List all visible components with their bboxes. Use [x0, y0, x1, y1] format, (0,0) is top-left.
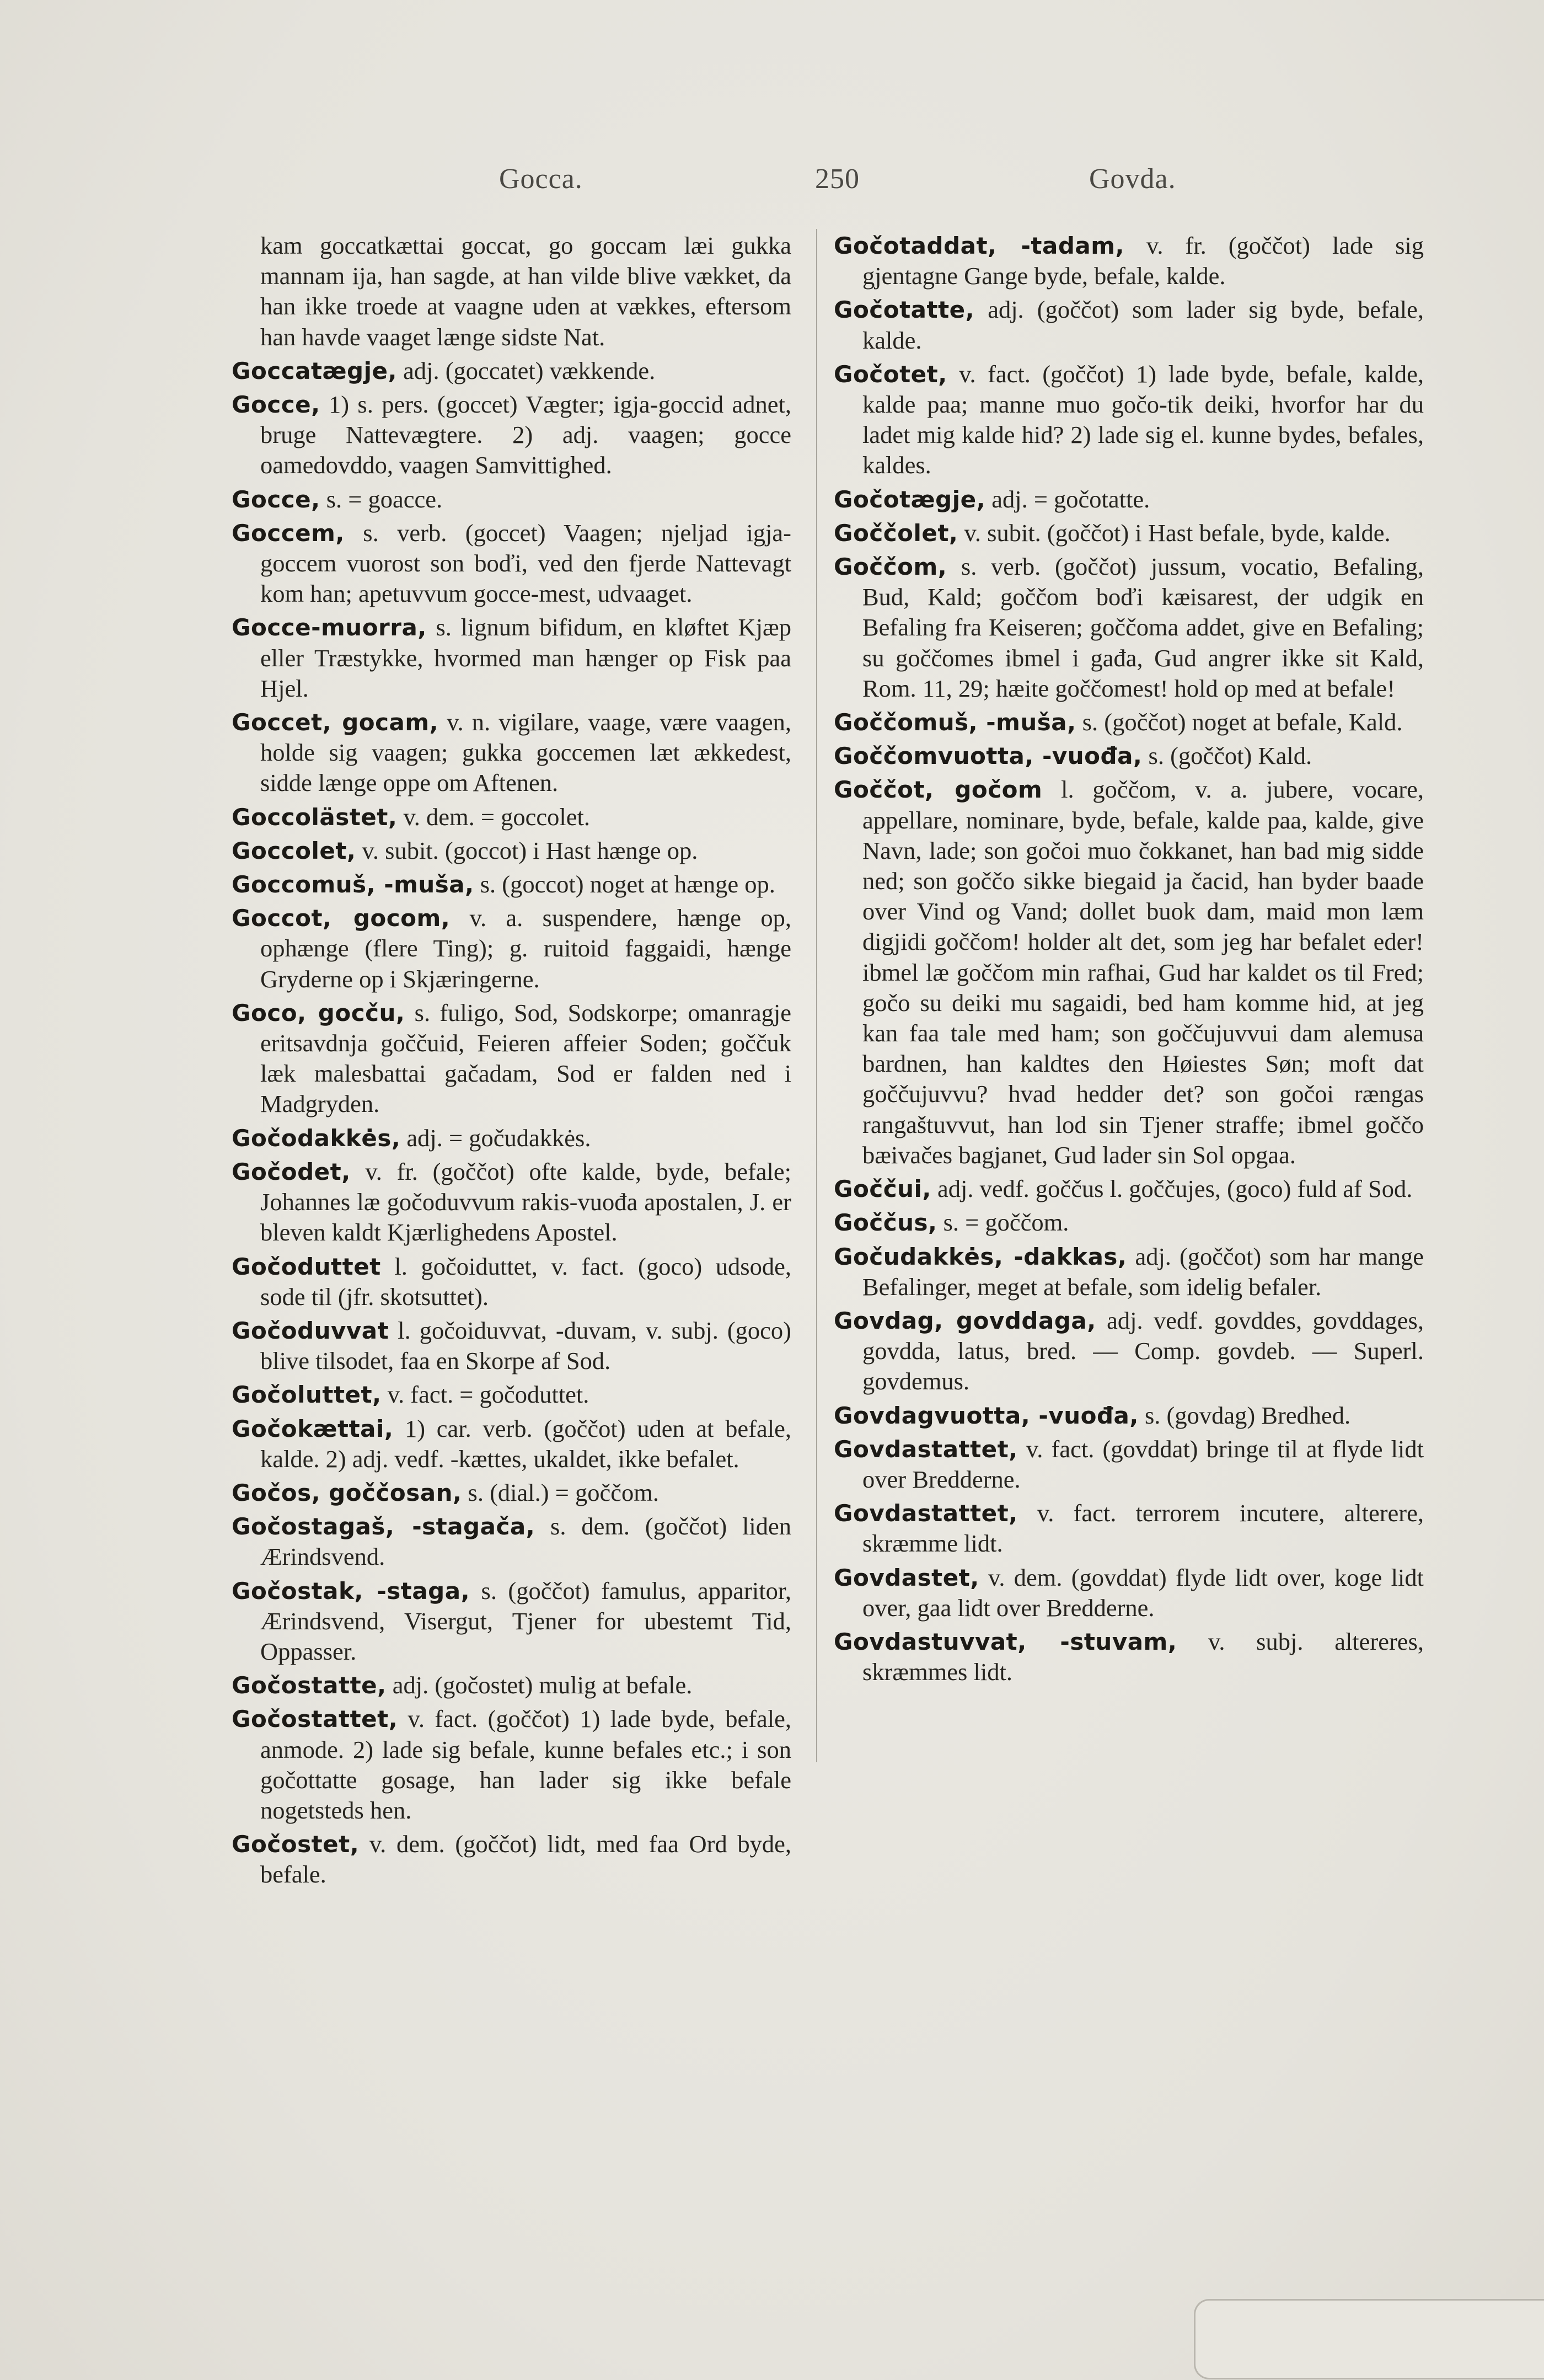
dictionary-entry — [834, 295, 1424, 355]
entry-definition: s. (goccot) noget at hænge op. — [474, 870, 775, 898]
entry-definition: 1) car. verb. (goččot) uden at befale, kalde. 2) adj. vedf. -kættes, ukaldet, ikke befalet. — [260, 1414, 791, 1473]
entry-definition: s. verb. (goccet) Vaagen; njeljad igja-goccem vuorost son boďi, ved den fjerde Nattevagt kom han; apetuvvum gocce-mest, udvaaget. — [260, 518, 791, 608]
entry-definition: v. n. vigilare, vaage, være vaagen, holde sig vaagen; gukka goccemen læt ækkedest, sidde længe oppe om Aftenen. — [260, 708, 792, 797]
entry-headword: Goccomuš, -muša, — [232, 871, 474, 898]
entry-definition: v. dem. (goččot) lidt, med faa Ord byde, befale. — [260, 1830, 791, 1889]
entry-definition: l. goččom, v. a. jubere, vocare, appellare, nominare, byde, befale, kalde paa, kalde, give Navn, lade; son gočoi muo čokkanet, han bad mig sidde ned; son goččo sikke biegaid ja čacid, han byder baade over Vind og Vand; dollet buok dam, maid mon læm digjidi goččom! holder alt det, som jeg har befalet eder! ibmel læ goččom min rafhai, Gud har kaldet os til Fred; gočo su deiki mu sagaidi, bed ham komme hid, at jeg kan faa tale med ham; son goččujuvvui dam alemusa bardnen, han kaldtes den Høiestes Søn; moft dat goččujuvvu? hvad hedder det? son gočoi rængas rangaštuvvut, han lod sin Tjener straffe; ibmel goččo bæivačes bagjanet, Gud lader sin Sol opgaa. — [862, 775, 1424, 1169]
entry-definition: v. fact. (goččot) 1) lade byde, befale, kalde, kalde paa; manne muo gočo-tik deiki, hvorfor har du ladet mig kalde hid? 2) lade sig el. kunne bydes, befales, kaldes. — [862, 360, 1424, 479]
entry-headword: Gocce, — [232, 391, 320, 419]
dictionary-entry — [232, 1123, 791, 1153]
entry-definition: v. subit. (goccot) i Hast hænge op. — [356, 836, 698, 864]
entry-headword: Gočotaddat, -tadam, — [834, 232, 1124, 259]
entry-definition: s. dem. (goččot) liden Ærindsvend. — [260, 1512, 791, 1571]
dictionary-entry — [232, 802, 791, 832]
entry-headword: Gočostattet, — [232, 1705, 398, 1733]
entry-headword: Goccatægje, — [232, 357, 397, 384]
dictionary-entry — [232, 1511, 791, 1572]
entry-headword: Gočodakkės, — [232, 1124, 401, 1152]
entry-headword: Goccot, gocom, — [232, 905, 451, 932]
entry-definition: adj. (goččot) som lader sig byde, befale, kalde. — [862, 296, 1424, 354]
dictionary-entry — [232, 836, 791, 866]
dictionary-entry — [232, 612, 791, 704]
dictionary-entry — [834, 231, 1424, 291]
dictionary-entry — [834, 1306, 1424, 1397]
column-divider — [816, 229, 817, 1762]
entry-definition: adj. (goccatet) vækkende. — [396, 356, 656, 384]
dictionary-entry — [232, 869, 791, 900]
entry-headword: Gočotatte, — [834, 296, 975, 324]
dictionary-entry — [232, 484, 791, 515]
entry-headword: Goccem, — [232, 519, 345, 547]
entry-definition: v. dem. = goccolet. — [397, 803, 590, 831]
entry-headword: Govdastet, — [834, 1564, 979, 1591]
dictionary-entry — [232, 1315, 791, 1376]
page-number: 250 — [815, 163, 860, 195]
dictionary-entry — [834, 1627, 1424, 1687]
dictionary-entry — [232, 389, 791, 481]
entry-definition: v. fr. (goččot) lade sig gjentagne Gange byde, befale, kalde. — [862, 232, 1424, 290]
entry-headword: Goččot, gočom — [834, 776, 1043, 804]
entry-headword: Gočoduvvat — [232, 1317, 389, 1344]
entry-headword: Govdastattet, — [834, 1435, 1018, 1463]
entry-headword: Goččui, — [834, 1175, 931, 1203]
entry-definition: v. dem. (govddat) flyde lidt over, koge lidt over, gaa lidt over Bredderne. — [862, 1563, 1424, 1622]
entry-headword: Goččomvuotta, -vuođa, — [834, 742, 1143, 770]
entry-headword: Gočostatte, — [232, 1672, 387, 1699]
entry-headword: Goččomuš, -muša, — [834, 709, 1076, 736]
entry-definition: v. subit. (goččot) i Hast befale, byde, kalde. — [958, 518, 1391, 547]
running-head-right: Govda. — [1089, 163, 1176, 195]
dictionary-entry — [834, 1174, 1424, 1204]
entry-headword: Gočudakkės, -dakkas, — [834, 1243, 1127, 1270]
dictionary-entry — [232, 1829, 791, 1890]
entry-headword: Gočostagaš, -stagača, — [232, 1513, 535, 1541]
entry-headword: Govdastuvvat, -stuvam, — [834, 1628, 1177, 1655]
entry-definition: l. gočoiduvvat, -duvam, v. subj. (goco) blive tilsodet, faa en Skorpe af Sod. — [260, 1316, 791, 1375]
dictionary-entry — [834, 1563, 1424, 1623]
dictionary-entry — [834, 484, 1424, 515]
entry-headword: Gočoluttet, — [232, 1381, 382, 1409]
dictionary-entry — [834, 1434, 1424, 1495]
entry-definition: v. fact. terrorem incutere, alterere, skræmme lidt. — [862, 1499, 1424, 1558]
dictionary-entry — [232, 1704, 791, 1826]
entry-definition: s. (govdag) Bredhed. — [1138, 1401, 1351, 1429]
dictionary-entry — [232, 231, 791, 352]
dictionary-entry — [834, 774, 1424, 1170]
dictionary-entry — [834, 552, 1424, 704]
dictionary-entry — [232, 356, 791, 386]
entry-definition: s. = goacce. — [320, 485, 443, 513]
dictionary-entry — [232, 1670, 791, 1700]
dictionary-entry — [834, 1242, 1424, 1302]
entry-definition: s. (goččot) noget at befale, Kald. — [1076, 708, 1403, 736]
entry-definition: kam goccatkættai goccat, go goccam læi gukka mannam ija, han sagde, at han vilde blive vækket, da han ikke troede at vaagne uden at vækkes, eftersom han havde vaaget længe sidste Nat. — [260, 232, 791, 351]
entry-headword: Gočotet, — [834, 360, 947, 388]
entry-headword: Govdagvuotta, -vuođa, — [834, 1402, 1139, 1429]
entry-definition: adj. (gočostet) mulig at befale. — [386, 1671, 693, 1699]
entry-definition: s. = goččom. — [937, 1208, 1069, 1237]
entry-definition: s. fuligo, Sod, Sodskorpe; omanragje eritsavdnja goččuid, Feieren affeier Soden; goččuk læk malesbattai gačadam, Sod er falden ned i Madgryden. — [260, 998, 791, 1118]
dictionary-entry — [232, 1251, 791, 1312]
dictionary-entry — [834, 1207, 1424, 1238]
entry-definition: s. lignum bifidum, en kløftet Kjæp eller Træstykke, hvormed man hænger op Fisk paa Hjel. — [260, 613, 791, 702]
dictionary-entry — [232, 1478, 791, 1508]
entry-definition: adj. vedf. govddes, govddages, govdda, latus, bred. — Comp. govdeb. — Superl. govdemus. — [862, 1306, 1424, 1395]
entry-headword: Goččolet, — [834, 519, 958, 547]
entry-definition: adj. = gočudakkės. — [400, 1124, 591, 1152]
entry-definition: 1) s. pers. (goccet) Vægter; igja-goccid adnet, bruge Nattevægtere. 2) adj. vaagen; gocce oamedovddo, vaagen Samvittighed. — [260, 391, 791, 479]
entry-definition: s. (dial.) = goččom. — [462, 1478, 659, 1506]
entry-definition: v. subj. altereres, skræmmes lidt. — [862, 1627, 1424, 1686]
dictionary-entry — [834, 518, 1424, 548]
entry-headword: Gočokættai, — [232, 1415, 394, 1442]
entry-headword: Goččus, — [834, 1209, 937, 1237]
page-corner-tab — [1194, 2299, 1544, 2379]
entry-headword: Gočostak, -staga, — [232, 1577, 470, 1605]
running-head-left: Gocca. — [499, 163, 583, 195]
entry-definition: adj. = gočotatte. — [985, 485, 1150, 513]
dictionary-entry — [232, 998, 791, 1120]
dictionary-entry — [232, 707, 791, 799]
right-column — [834, 231, 1424, 1691]
entry-definition: adj. vedf. goččus l. goččujes, (goco) fuld af Sod. — [931, 1175, 1413, 1203]
entry-definition: v. fact. = gočoduttet. — [381, 1381, 589, 1409]
dictionary-entry — [232, 518, 791, 609]
entry-headword: Govdastattet, — [834, 1500, 1018, 1527]
dictionary-entry — [232, 1157, 791, 1248]
entry-headword: Goco, gocču, — [232, 999, 405, 1026]
entry-definition: s. verb. (goččot) jussum, vocatio, Befaling, Bud, Kald; goččom boďi kæisarest, der udgik en Befaling fra Keiseren; goččoma addet, give en Befaling; su goččomes ibmel i gađa, Gud angrer ikke sit Kald, Rom. 11, 29; hæite goččomest! hold op med at befale! — [862, 553, 1424, 702]
dictionary-entry — [232, 1414, 791, 1474]
entry-headword: Gočoduttet — [232, 1253, 381, 1280]
entry-definition: s. (goččot) famulus, apparitor, Ærindsvend, Visergut, Tjener for ubestemt Tid, Oppasser. — [260, 1576, 791, 1665]
entry-headword: Goccolet, — [232, 837, 356, 864]
dictionary-entry — [834, 707, 1424, 737]
entry-headword: Gocce, — [232, 485, 320, 513]
dictionary-entry — [232, 903, 791, 994]
dictionary-entry — [834, 359, 1424, 481]
dictionary-entry — [834, 1400, 1424, 1431]
entry-headword: Gočotægje, — [834, 485, 986, 513]
entry-definition: s. (goččot) Kald. — [1142, 742, 1312, 770]
left-column — [232, 231, 791, 1894]
entry-headword: Gočodet, — [232, 1158, 351, 1185]
dictionary-entry — [232, 1576, 791, 1667]
entry-headword: Govdag, govddaga, — [834, 1307, 1096, 1334]
entry-headword: Gocce-muorra, — [232, 614, 427, 641]
dictionary-entry — [834, 741, 1424, 771]
entry-headword: Gočos, goččosan, — [232, 1479, 462, 1506]
dictionary-entry — [232, 1379, 791, 1410]
entry-definition: v. a. suspendere, hænge op, ophænge (flere Ting); g. ruitoid faggaidi, hænge Gryderne op i Skjæringerne. — [260, 904, 791, 993]
entry-definition: v. fact. (govddat) bringe til at flyde lidt over Bredderne. — [862, 1435, 1424, 1493]
entry-definition: v. fact. (goččot) 1) lade byde, befale, anmode. 2) lade sig befale, kunne befales etc.; i son gočottatte gosage, han lader sig ikke befale nogetsteds hen. — [260, 1705, 791, 1824]
entry-headword: Goccolästet, — [232, 803, 398, 831]
entry-definition: l. gočoiduttet, v. fact. (goco) udsode, sode til (jfr. skotsuttet). — [260, 1252, 791, 1311]
entry-headword: Goččom, — [834, 553, 947, 581]
entry-headword: Gočostet, — [232, 1831, 360, 1858]
entry-definition: adj. (goččot) som har mange Befalinger, meget at befale, som idelig befaler. — [862, 1242, 1424, 1301]
entry-definition: v. fr. (goččot) ofte kalde, byde, befale; Johannes læ gočoduvvum rakis-vuođa apostalen, J. er bleven kaldt Kjærlighedens Apostel. — [260, 1157, 791, 1247]
entry-headword: Goccet, gocam, — [232, 709, 439, 736]
dictionary-entry — [834, 1498, 1424, 1559]
